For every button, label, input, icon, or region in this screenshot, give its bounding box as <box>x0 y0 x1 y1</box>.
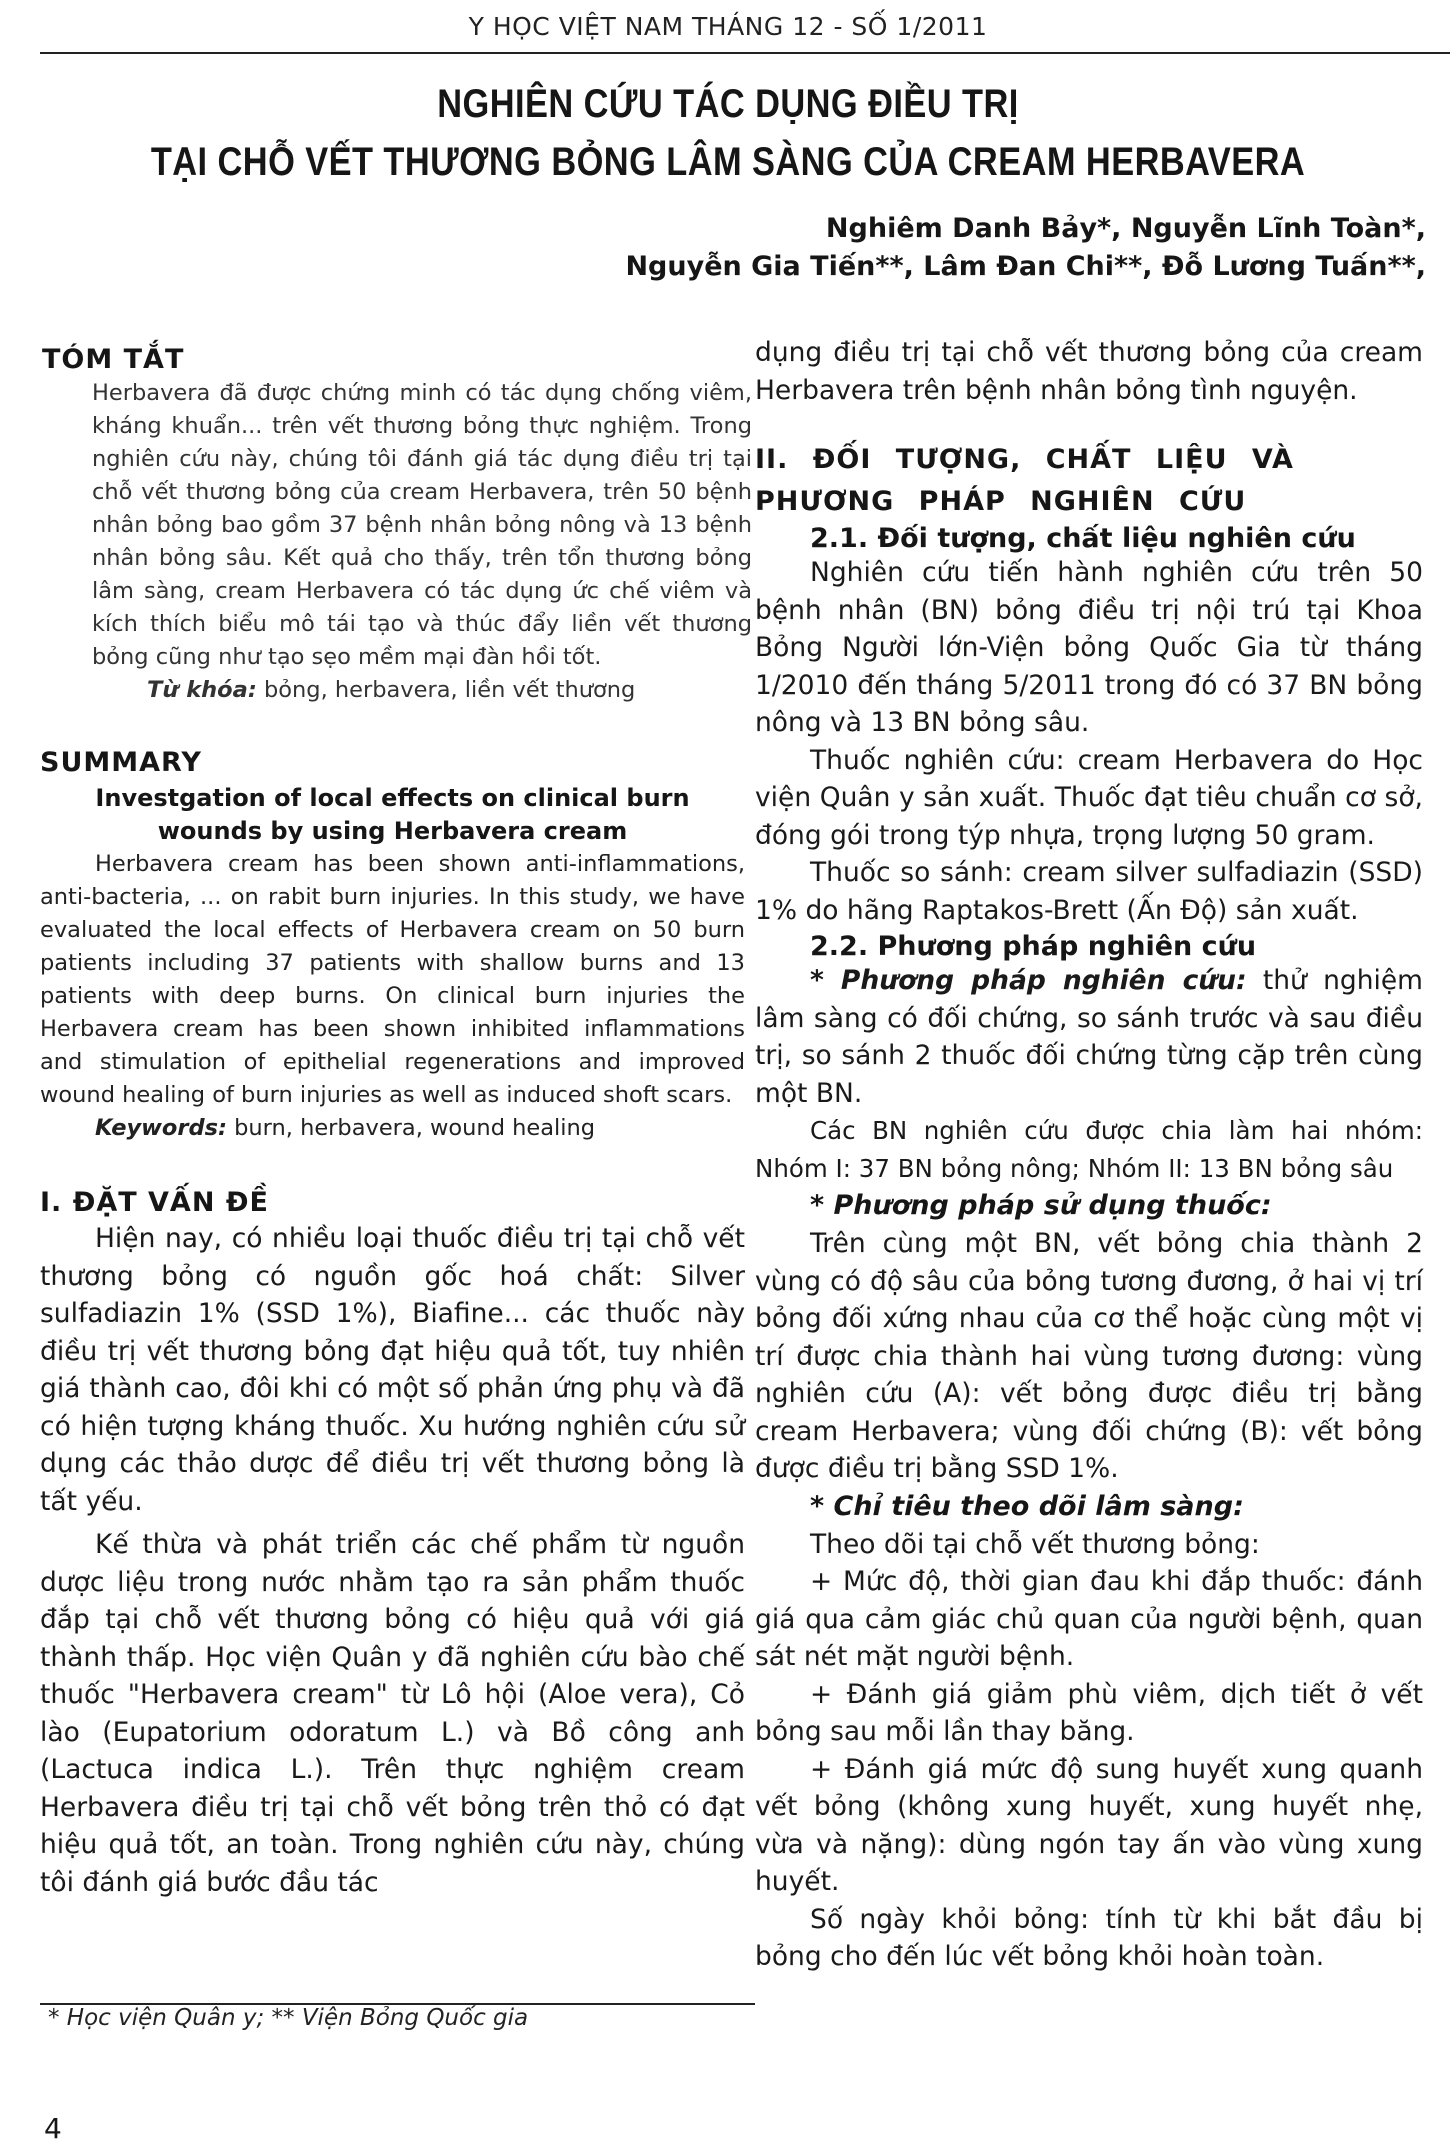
clinical-indicators-intro: Theo dõi tại chỗ vết thương bỏng: <box>810 1528 1260 1560</box>
journal-header: Y HỌC VIỆT NAM THÁNG 12 - SỐ 1/2011 <box>468 12 988 41</box>
section-1-heading: I. ĐẶT VẤN ĐỀ <box>40 1187 269 1218</box>
authors-line-2: Nguyễn Gia Tiến**, Lâm Đan Chi**, Đỗ Lương Tuấn**, <box>625 251 1426 282</box>
clinical-indicator-edema: + Đánh giá giảm phù viêm, dịch tiết ở vết bỏng sau mỗi lần thay băng. <box>755 1678 1423 1747</box>
abstract-heading: TÓM TẮT <box>42 344 185 375</box>
article-title-line-2: TẠI CHỖ VẾT THƯƠNG BỎNG LÂM SÀNG CỦA CREAM HERBAVERA <box>150 140 1306 184</box>
section-1-paragraph-2-continued: dụng điều trị tại chỗ vết thương bỏng của cream Herbavera trên bệnh nhân bỏng tình nguyện. <box>755 337 1423 406</box>
method-study-design-label: * Phương pháp nghiên cứu: <box>810 965 1247 996</box>
summary-title <box>40 782 745 848</box>
keywords-vi-label: Từ khóa: <box>147 677 257 703</box>
keywords-en: burn, herbavera, wound healing <box>226 1115 596 1141</box>
authors <box>625 210 1426 286</box>
left-column <box>40 344 752 1901</box>
method-study-design-text: thử nghiệm lâm sàng có đối chứng, so sánh trước và sau điều trị, so sánh 2 thuốc đối chứng từng cặp trên cùng một BN. <box>755 965 1423 1109</box>
method-groups: Các BN nghiên cứu được chia làm hai nhóm: Nhóm I: 37 BN bỏng nông; Nhóm II: 13 BN bỏng sâu <box>755 1116 1423 1183</box>
method-study-design <box>755 962 1423 1112</box>
method-drug-use-label: * Phương pháp sử dụng thuốc: <box>810 1190 1272 1221</box>
article-title-line-1: NGHIÊN CỨU TÁC DỤNG ĐIỀU TRỊ <box>437 82 1019 126</box>
abstract-vi-keywords <box>92 674 752 707</box>
section-1-paragraph-1: Hiện nay, có nhiều loại thuốc điều trị tại chỗ vết thương bỏng có nguồn gốc hoá chất: Silver sulfadiazin 1% (SSD 1%), Biafine... các thuốc này điều trị vết thương bỏng đạt hiệu quả tốt, tuy nhiên giá thành cao, đôi khi có một số phản ứng phụ và đã có hiện tượng kháng thuốc. Xu hướng nghiên cứu sử dụng các thảo dược để điều trị vết thương bỏng là tất yếu. <box>40 1223 745 1517</box>
right-column <box>755 334 1423 1976</box>
section-2-heading: II. ĐỐI TƯỢNG, CHẤT LIỆU VÀ PHƯƠNG PHÁP NGHIÊN CỨU <box>755 444 1294 517</box>
section-2-1-paragraph-2: Thuốc nghiên cứu: cream Herbavera do Học viện Quân y sản xuất. Thuốc đạt tiêu chuẩn cơ sở, đóng gói trong týp nhựa, trọng lượng 50 gram. <box>755 744 1423 851</box>
section-1-paragraph-2: Kế thừa và phát triển các chế phẩm từ nguồn dược liệu trong nước nhằm tạo ra sản phẩm thuốc đắp tại chỗ vết thương bỏng có hiệu quả với giá thành thấp. Học viện Quân y đã nghiên cứu bào chế thuốc "Herbavera cream" từ Lô hội (Aloe vera), Cỏ lào (Eupatorium odoratum L.) và Bồ công anh (Lactuca indica L.). Trên thực nghiệm cream Herbavera điều trị tại chỗ vết bỏng trên thỏ có đạt hiệu quả tốt, an toàn. Trong nghiên cứu này, chúng tôi đánh giá bước đầu tác <box>40 1529 745 1898</box>
summary-keywords <box>40 1112 745 1145</box>
keywords-en-label: Keywords: <box>95 1115 227 1141</box>
summary-text: Herbavera cream has been shown anti-inflammations, anti-bacteria, ... on rabit burn injuries. In this study, we have evaluated the local effects of Herbavera cream on 50 burn patients including 37 patients with shallow burns and 13 patients with deep burns. On clinical burn injuries the Herbavera cream has been shown inhibited inflammations and stimulation of epithelial regenerations and improved wound healing of burn injuries as well as induced shoft scars. <box>40 851 745 1108</box>
clinical-indicators-label: * Chỉ tiêu theo dõi lâm sàng: <box>810 1490 1244 1522</box>
clinical-indicator-hyperemia: + Đánh giá mức độ sung huyết xung quanh vết bỏng (không xung huyết, xung huyết nhẹ, vừa và nặng): dùng ngón tay ấn vào vùng xung huyết. <box>755 1753 1423 1897</box>
footnote: * Học viện Quân y; ** Viện Bỏng Quốc gia <box>48 2005 529 2031</box>
section-2-1-paragraph-3: Thuốc so sánh: cream silver sulfadiazin (SSD) 1% do hãng Raptakos-Brett (Ấn Độ) sản xuất. <box>755 857 1423 926</box>
method-drug-use-text: Trên cùng một BN, vết bỏng chia thành 2 vùng có độ sâu của bỏng tương đương, ở hai vị trí bỏng đối xứng nhau của cơ thể hoặc cùng một vị trí được chia thành hai vùng tương đương: vùng nghiên cứu (A): vết bỏng được điều trị bằng cream Herbavera; vùng đối chứng (B): vết bỏng được điều trị bằng SSD 1%. <box>755 1228 1423 1484</box>
page-number: 4 <box>44 2112 62 2145</box>
header-rule <box>40 52 1450 54</box>
abstract-vi-text: Herbavera đã được chứng minh có tác dụng chống viêm, kháng khuẩn... trên vết thương bỏng thực nghiệm. Trong nghiên cứu này, chúng tôi đánh giá tác dụng điều trị tại chỗ vết thương bỏng của cream Herbavera, trên 50 bệnh nhân bỏng bao gồm 37 bệnh nhân bỏng nông và 13 bệnh nhân bỏng sâu. Kết quả cho thấy, trên tổn thương bỏng lâm sàng, cream Herbavera có tác dụng ức chế viêm và kích thích biểu mô tái tạo và thúc đẩy liền vết thương bỏng cũng như tạo sẹo mềm mại đàn hồi tốt. <box>92 380 752 670</box>
summary-title-line-1: Investgation of local effects on clinical burn <box>95 784 690 812</box>
subsection-2-1-heading: 2.1. Đối tượng, chất liệu nghiên cứu <box>810 523 1356 554</box>
authors-line-1: Nghiêm Danh Bảy*, Nguyễn Lĩnh Toàn*, <box>825 213 1426 244</box>
section-2-1-paragraph-1: Nghiên cứu tiến hành nghiên cứu trên 50 bệnh nhân (BN) bỏng điều trị nội trú tại Khoa Bỏng Người lớn-Viện bỏng Quốc Gia từ tháng 1/2010 đến tháng 5/2011 trong đó có 37 BN bỏng nông và 13 BN bỏng sâu. <box>755 557 1423 738</box>
summary-heading: SUMMARY <box>40 747 202 778</box>
clinical-indicator-healing-days: Số ngày khỏi bỏng: tính từ khi bắt đầu bị bỏng cho đến lúc vết bỏng khỏi hoàn toàn. <box>755 1903 1423 1972</box>
abstract-vi <box>92 377 752 707</box>
clinical-indicator-pain: + Mức độ, thời gian đau khi đắp thuốc: đánh giá qua cảm giác chủ quan của người bệnh, quan sát nét mặt người bệnh. <box>755 1566 1423 1672</box>
subsection-2-2-heading: 2.2. Phương pháp nghiên cứu <box>810 931 1257 962</box>
summary-title-line-2: wounds by using Herbavera cream <box>157 817 628 845</box>
keywords-vi: bỏng, herbavera, liền vết thương <box>256 677 636 703</box>
